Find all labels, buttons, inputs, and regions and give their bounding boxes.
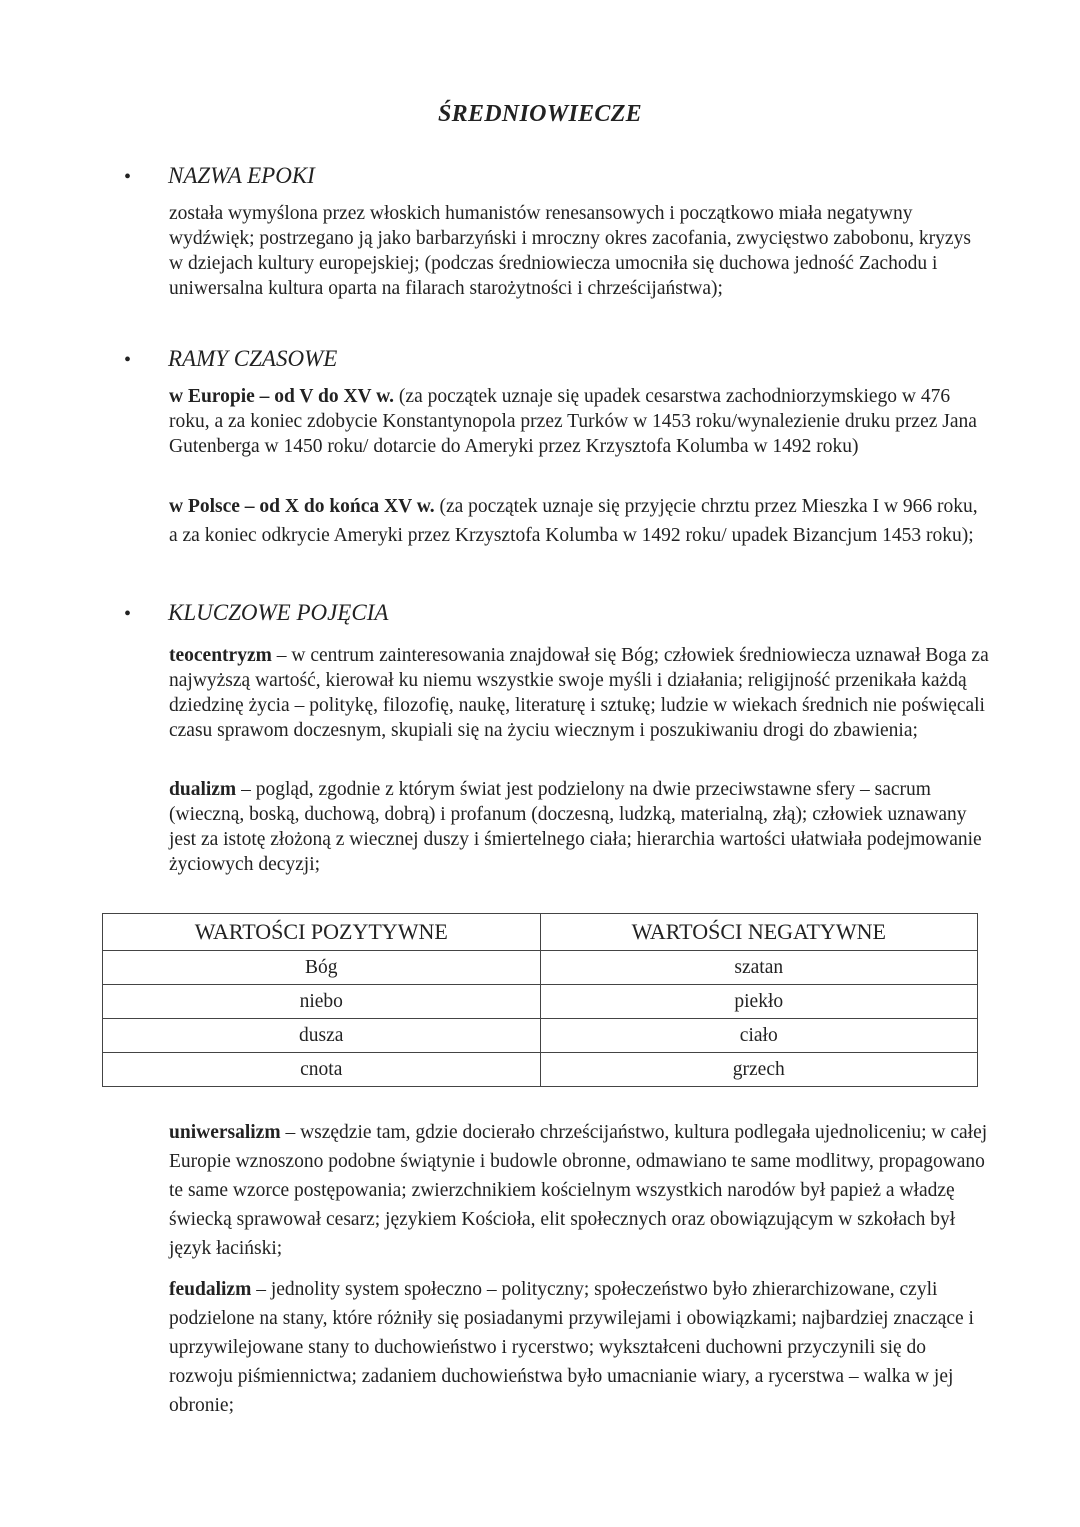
table-header-positive: WARTOŚCI POZYTYWNE (103, 914, 541, 951)
term-dualizm: dualizm (169, 779, 237, 800)
table-cell: piekło (540, 985, 978, 1019)
term-europa: w Europie – od V do XV w. (169, 386, 395, 407)
term-teocentryzm: teocentryzm (169, 645, 272, 666)
table-cell: szatan (540, 951, 978, 985)
values-table (102, 913, 978, 1087)
table-row (103, 951, 978, 985)
table-cell: dusza (103, 1019, 541, 1053)
table-cell: cnota (103, 1053, 541, 1087)
paragraph-ramy-europa: w Europie – od V do XV w. (za początek uznaje się upadek cesarstwa zachodniorzymskiego w 476 roku, a za koniec zdobycie Konstantynopola przez Turków w 1453 roku/wynalezienie druku przez Jana Gutenberga w 1450 roku/ dotarcie do Ameryki przez Krzysztofa Kolumba w 1492 roku) (169, 386, 977, 457)
table-cell: Bóg (103, 951, 541, 985)
table-row (103, 1053, 978, 1087)
paragraph-dualizm: dualizm – pogląd, zgodnie z którym świat jest podzielony na dwie przeciwstawne sfery – sacrum (wieczną, boską, duchową, dobrą) i profanum (doczesną, ludzką, materialną, złą); człowiek uznawany jest za istotę złożoną z wiecznej duszy i śmiertelnego ciała; hierarchia wartości ułatwiała podejmowanie życiowych decyzji; (169, 779, 982, 875)
table-row (103, 985, 978, 1019)
term-uniwersalizm: uniwersalizm (169, 1122, 281, 1143)
paragraph-ramy-polska: w Polsce – od X do końca XV w. (za początek uznaje się przyjęcie chrztu przez Mieszka I w 966 roku, a za koniec odkrycie Ameryki przez Krzysztofa Kolumba w 1492 roku/ upadek Bizancjum 1453 roku); (169, 496, 978, 546)
term-polska: w Polsce – od X do końca XV w. (169, 496, 435, 517)
table-cell: grzech (540, 1053, 978, 1087)
bullet-icon: • (124, 166, 132, 188)
table-row (103, 1019, 978, 1053)
bullet-icon: • (124, 603, 132, 625)
bullet-icon: • (124, 349, 132, 371)
term-feudalizm: feudalizm (169, 1279, 252, 1300)
table-header-negative: WARTOŚCI NEGATYWNE (540, 914, 978, 951)
paragraph-teocentryzm: teocentryzm – w centrum zainteresowania znajdował się Bóg; człowiek średniowiecza uznawał Boga za najwyższą wartość, kierował ku niemu wszystkie swoje myśli i działania; religijność przenikała każdą dziedzinę życia – politykę, filozofię, naukę, literaturę i sztukę; ludzie w wiekach średnich nie poświęcali czasu sprawom doczesnym, skupiali się na życiu wiecznym i poszukiwaniu drogi do zbawienia; (169, 645, 989, 741)
paragraph-uniwersalizm: uniwersalizm – wszędzie tam, gdzie docierało chrześcijaństwo, kultura podlegała ujednoliceniu; w całej Europie wznoszono podobne świątynie i budowle obronne, odmawiano te same modlitwy, propagowano te same wzorce postępowania; zwierzchnikiem kościelnym wszystkich narodów był papież a władzę świecką sprawował cesarz; językiem Kościoła, elit społecznych oraz obowiązującym w szkołach był język łaciński; (169, 1122, 988, 1259)
section-heading-pojecia: • KLUCZOWE POJĘCIA (124, 600, 389, 625)
table-header-row (103, 914, 978, 951)
paragraph-nazwa: została wymyślona przez włoskich humanistów renesansowych i początkowo miała negatywny wydźwięk; postrzegano ją jako barbarzyński i mroczny okres zacofania, zwycięstwo zabobonu, kryzys w dziejach kultury europejskiej; (podczas średniowiecza umocniła się duchowa jedność Zachodu i uniwersalna kultura oparta na filarach starożytności i chrześcijaństwa); (169, 203, 971, 299)
table-cell: ciało (540, 1019, 978, 1053)
table-cell: niebo (103, 985, 541, 1019)
section-heading-nazwa: • NAZWA EPOKI (124, 163, 315, 188)
section-heading-ramy: • RAMY CZASOWE (124, 346, 338, 371)
paragraph-feudalizm: feudalizm – jednolity system społeczno – polityczny; społeczeństwo było zhierarchizowane, czyli podzielone na stany, które różniły się posiadanymi przywilejami i obowiązkami; najbardziej znaczące i uprzywilejowane stany to duchowieństwo i rycerstwo; wykształceni duchowni przyczynili się do rozwoju piśmiennictwa; zadaniem duchowieństwa było umacnianie wiary, a rycerstwa – walka w jej obronie; (169, 1279, 974, 1416)
page-title: ŚREDNIOWIECZE (438, 101, 642, 127)
